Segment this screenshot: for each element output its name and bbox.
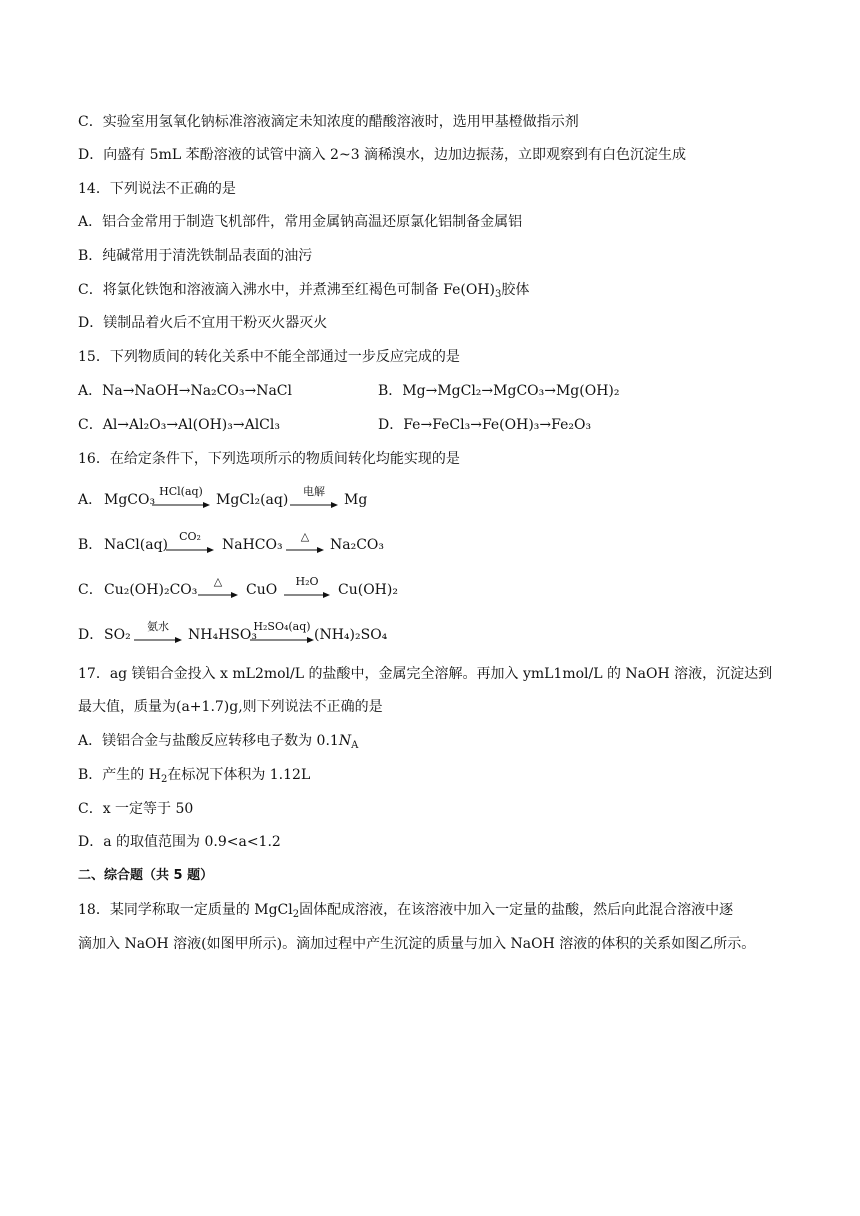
q16-a-label: A． bbox=[78, 492, 103, 508]
section-heading: 二、综合题（共 5 题） bbox=[78, 868, 214, 883]
q16-d-species-1: SO₂ bbox=[104, 627, 131, 643]
q16-d-condition-2: H₂SO₄(aq) bbox=[253, 620, 311, 633]
q16-a-species-2: MgCl₂(aq) bbox=[216, 492, 289, 508]
q17-option-d: D．a 的取值范围为 0.9<a<1.2 bbox=[78, 834, 281, 850]
q15-option-b: B．Mg→MgCl₂→MgCO₃→Mg(OH)₂ bbox=[378, 383, 620, 399]
q17-option-a-sub: A bbox=[351, 740, 359, 751]
q14-option-c-text: C．将氯化铁饱和溶液滴入沸水中，并煮沸至红褐色可制备 Fe(OH) bbox=[78, 282, 496, 298]
q14-option-a: A．铝合金常用于制造飞机部件，常用金属钠高温还原氯化铝制备金属铝 bbox=[78, 214, 523, 230]
q16-stem: 16．在给定条件下，下列选项所示的物质间转化均能实现的是 bbox=[78, 451, 460, 467]
q14-option-c bbox=[78, 280, 529, 300]
q16-c-arrow-1 bbox=[198, 588, 238, 602]
q16-a-arrow-2 bbox=[290, 498, 338, 512]
q17-option-c: C．x 一定等于 50 bbox=[78, 801, 194, 817]
q13-option-d: D．向盛有 5mL 苯酚溶液的试管中滴入 2~3 滴稀溴水，边加边振荡，立即观察到有白色沉淀生成 bbox=[78, 147, 687, 163]
q16-d-species-2: NH₄HSO₃ bbox=[188, 627, 257, 643]
q16-c-condition-2: H₂O bbox=[295, 575, 319, 588]
q14-option-c-sub: 3 bbox=[495, 289, 502, 300]
q17-option-b bbox=[78, 765, 310, 785]
q18-stem-line-2: 滴加入 NaOH 溶液(如图甲所示)。滴加过程中产生沉淀的质量与加入 NaOH 溶液的体积的关系如图乙所示。 bbox=[78, 936, 756, 952]
q16-d-arrow-2 bbox=[250, 633, 314, 647]
q18-tail: 固体配成溶液，在该溶液中加入一定量的盐酸，然后向此混合溶液中逐 bbox=[299, 902, 734, 918]
q17-option-b-tail: 在标况下体积为 1.12L bbox=[167, 767, 311, 783]
q16-c-arrow-2 bbox=[284, 588, 330, 602]
q16-b-condition-2: △ bbox=[300, 530, 310, 543]
q16-a-species-1: MgCO₃ bbox=[104, 492, 156, 508]
q18-stem-line-1 bbox=[78, 900, 733, 920]
q18-text: 18．某同学称取一定质量的 MgCl bbox=[78, 902, 293, 918]
q14-stem: 14．下列说法不正确的是 bbox=[78, 181, 236, 197]
q16-c-label: C． bbox=[78, 582, 103, 598]
q16-d-species-3: (NH₄)₂SO₄ bbox=[314, 627, 388, 643]
q14-option-d: D．镁制品着火后不宜用干粉灭火器灭火 bbox=[78, 315, 328, 331]
q17-option-a-text: A．镁铝合金与盐酸反应转移电子数为 0.1 bbox=[78, 733, 339, 749]
q16-a-species-3: Mg bbox=[344, 492, 368, 508]
q18-sub: 2 bbox=[292, 909, 300, 920]
q17-stem-line-2: 最大值，质量为(a+1.7)g,则下列说法不正确的是 bbox=[78, 699, 383, 715]
q16-a-condition-1: HCl(aq) bbox=[159, 485, 203, 498]
q16-d-arrow-1 bbox=[134, 633, 182, 647]
q15-option-d: D．Fe→FeCl₃→Fe(OH)₃→Fe₂O₃ bbox=[378, 417, 592, 433]
q17-stem-line-1: 17．ag 镁铝合金投入 x mL2mol/L 的盐酸中，金属完全溶解。再加入 ymL1mol/L 的 NaOH 溶液，沉淀达到 bbox=[78, 666, 773, 682]
q16-b-condition-1: CO₂ bbox=[179, 530, 201, 543]
q16-b-label: B． bbox=[78, 537, 103, 553]
q15-option-c: C．Al→Al₂O₃→Al(OH)₃→AlCl₃ bbox=[78, 417, 280, 433]
q14-option-c-tail: 胶体 bbox=[501, 282, 530, 298]
q14-option-b: B．纯碱常用于清洗铁制品表面的油污 bbox=[78, 248, 313, 264]
q17-option-a-n: N bbox=[338, 733, 352, 749]
q15-stem: 15．下列物质间的转化关系中不能全部通过一步反应完成的是 bbox=[78, 349, 460, 365]
q16-c-species-2: CuO bbox=[246, 582, 278, 598]
q16-c-species-3: Cu(OH)₂ bbox=[338, 582, 398, 598]
q16-a-arrow-1 bbox=[152, 498, 210, 512]
q16-c-species-1: Cu₂(OH)₂CO₃ bbox=[104, 582, 198, 598]
q16-c-condition-1: △ bbox=[213, 575, 223, 588]
q16-d-condition-1: 氨水 bbox=[147, 620, 169, 633]
q16-a-condition-2: 电解 bbox=[303, 485, 325, 498]
q17-option-b-sub: 2 bbox=[160, 774, 168, 785]
q16-b-species-2: NaHCO₃ bbox=[222, 537, 283, 553]
q15-option-a: A．Na→NaOH→Na₂CO₃→NaCl bbox=[78, 383, 292, 399]
q13-option-c: C．实验室用氢氧化钠标准溶液滴定未知浓度的醋酸溶液时，选用甲基橙做指示剂 bbox=[78, 114, 579, 130]
q16-b-arrow-2 bbox=[286, 543, 324, 557]
q16-b-species-1: NaCl(aq) bbox=[104, 537, 169, 553]
q16-d-label: D． bbox=[78, 627, 104, 643]
q17-option-b-text: B．产生的 H bbox=[78, 767, 161, 783]
q17-option-a bbox=[78, 731, 358, 751]
q16-b-species-3: Na₂CO₃ bbox=[330, 537, 385, 553]
q16-b-arrow-1 bbox=[166, 543, 214, 557]
